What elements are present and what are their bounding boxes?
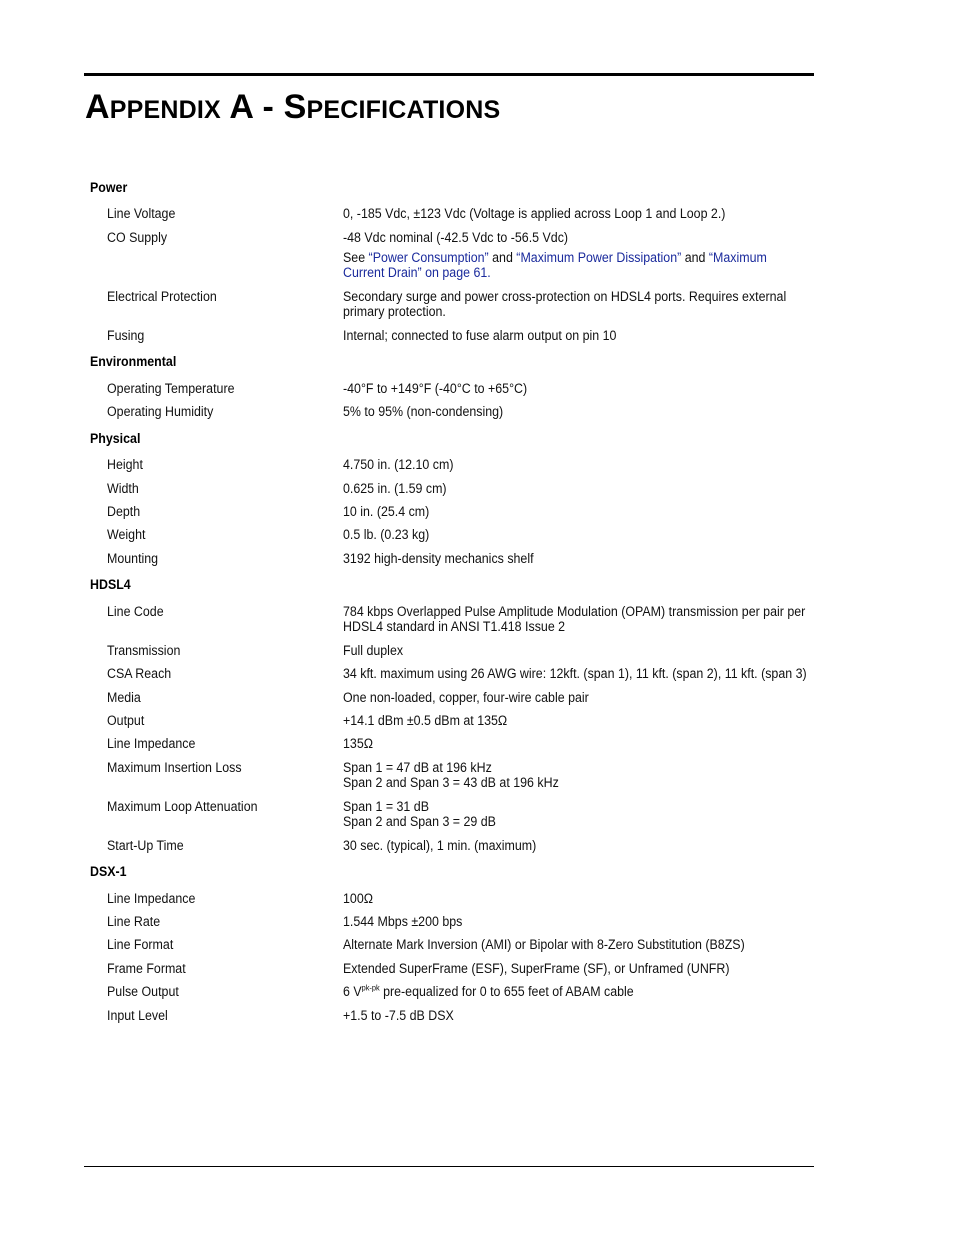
top-rule (84, 73, 814, 76)
spec-label: Transmission (107, 643, 181, 658)
link-max-current-drain[interactable]: Current Drain” on page 61 (343, 265, 488, 280)
spec-value: 100Ω (343, 891, 374, 906)
spec-label: Operating Temperature (107, 381, 235, 396)
title-part: A (229, 88, 253, 126)
xref-text: and (681, 250, 709, 265)
spec-label: Maximum Loop Attenuation (107, 799, 258, 814)
spec-value: 0.5 lb. (0.23 kg) (343, 527, 430, 542)
spec-label: Fusing (107, 328, 145, 343)
spec-value: Alternate Mark Inversion (AMI) or Bipolar with 8-Zero Substitution (B8ZS) (343, 937, 745, 952)
spec-label: Mounting (107, 551, 159, 566)
spec-label: Maximum Insertion Loss (107, 760, 242, 775)
spec-label: Pulse Output (107, 984, 179, 999)
spec-label: Line Code (107, 604, 164, 619)
spec-label: Operating Humidity (107, 404, 214, 419)
value-line: Span 2 and Span 3 = 43 dB at 196 kHz (343, 775, 559, 790)
spec-label: CSA Reach (107, 666, 172, 681)
xref-text: . (487, 265, 491, 280)
value-line: Span 1 = 31 dB (343, 799, 429, 814)
value-line: primary protection. (343, 304, 446, 319)
spec-value: 1.544 Mbps ±200 bps (343, 914, 463, 929)
xref-text: See (343, 250, 369, 265)
link-max-current-drain[interactable]: “Maximum (708, 250, 767, 265)
bottom-rule (84, 1166, 814, 1167)
spec-label: Weight (107, 527, 146, 542)
cross-reference (343, 250, 821, 280)
spec-label: Frame Format (107, 961, 186, 976)
value-line: Span 1 = 47 dB at 196 kHz (343, 760, 492, 775)
link-max-power-dissipation[interactable]: “Maximum Power Dissipation” (516, 250, 682, 265)
section-heading-physical: Physical (90, 431, 141, 446)
section-heading-dsx1: DSX-1 (90, 864, 127, 879)
spec-value: Full duplex (343, 643, 404, 658)
value-part: 6 V (343, 984, 362, 999)
spec-label: Start-Up Time (107, 838, 184, 853)
spec-value: +14.1 dBm ±0.5 dBm at 135Ω (343, 713, 508, 728)
spec-label: Height (107, 457, 143, 472)
spec-value (343, 289, 821, 319)
value-line: Span 2 and Span 3 = 29 dB (343, 814, 496, 829)
title-part: A (85, 88, 110, 126)
value-line: Secondary surge and power cross-protection on HDSL4 ports. Requires external (343, 289, 787, 304)
spec-label: Line Rate (107, 914, 161, 929)
spec-label: Electrical Protection (107, 289, 217, 304)
title-part: - (252, 88, 284, 126)
spec-value: 0.625 in. (1.59 cm) (343, 481, 447, 496)
value-line: 784 kbps Overlapped Pulse Amplitude Modulation (OPAM) transmission per pair per (343, 604, 806, 619)
spec-value: 34 kft. maximum using 26 AWG wire: 12kft. (span 1), 11 kft. (span 2), 11 kft. (span 3) (343, 666, 807, 681)
section-heading-hdsl4: HDSL4 (90, 577, 131, 592)
title-part: PPENDIX (109, 96, 221, 124)
value-line: HDSL4 standard in ANSI T1.418 Issue 2 (343, 619, 566, 634)
spec-label: Line Impedance (107, 736, 196, 751)
spec-value: 135Ω (343, 736, 374, 751)
page-title (85, 88, 500, 127)
title-part: PECIFICATIONS (306, 96, 501, 124)
spec-value: -40°F to +149°F (-40°C to +65°C) (343, 381, 528, 396)
spec-value (343, 760, 821, 790)
spec-value (343, 799, 821, 829)
spec-value: +1.5 to -7.5 dB DSX (343, 1008, 454, 1023)
spec-value (343, 604, 821, 634)
spec-value: One non-loaded, copper, four-wire cable pair (343, 690, 589, 705)
spec-value: 0, -185 Vdc, ±123 Vdc (Voltage is applied across Loop 1 and Loop 2.) (343, 206, 726, 221)
value-part: pre-equalized for 0 to 655 feet of ABAM cable (379, 984, 634, 999)
section-heading-power: Power (90, 180, 128, 195)
spec-value: 30 sec. (typical), 1 min. (maximum) (343, 838, 537, 853)
spec-value: 3192 high-density mechanics shelf (343, 551, 534, 566)
title-part: S (283, 88, 307, 126)
spec-label: Media (107, 690, 141, 705)
spec-value: 4.750 in. (12.10 cm) (343, 457, 454, 472)
value-superscript: pk-pk (361, 983, 380, 993)
spec-label: Line Format (107, 937, 174, 952)
spec-value: -48 Vdc nominal (-42.5 Vdc to -56.5 Vdc) (343, 230, 569, 245)
spec-value: 5% to 95% (non-condensing) (343, 404, 504, 419)
link-power-consumption[interactable]: “Power Consumption” (368, 250, 489, 265)
spec-label: Output (107, 713, 145, 728)
spec-value: Extended SuperFrame (ESF), SuperFrame (SF), or Unframed (UNFR) (343, 961, 730, 976)
spec-label: Input Level (107, 1008, 168, 1023)
spec-value: Internal; connected to fuse alarm output on pin 10 (343, 328, 617, 343)
xref-text: and (488, 250, 517, 265)
spec-label: Line Impedance (107, 891, 196, 906)
spec-value (343, 984, 821, 999)
spec-value: 10 in. (25.4 cm) (343, 504, 430, 519)
spec-label: Line Voltage (107, 206, 176, 221)
spec-label: Depth (107, 504, 141, 519)
section-heading-environmental: Environmental (90, 354, 177, 369)
spec-label: CO Supply (107, 230, 168, 245)
spec-label: Width (107, 481, 139, 496)
